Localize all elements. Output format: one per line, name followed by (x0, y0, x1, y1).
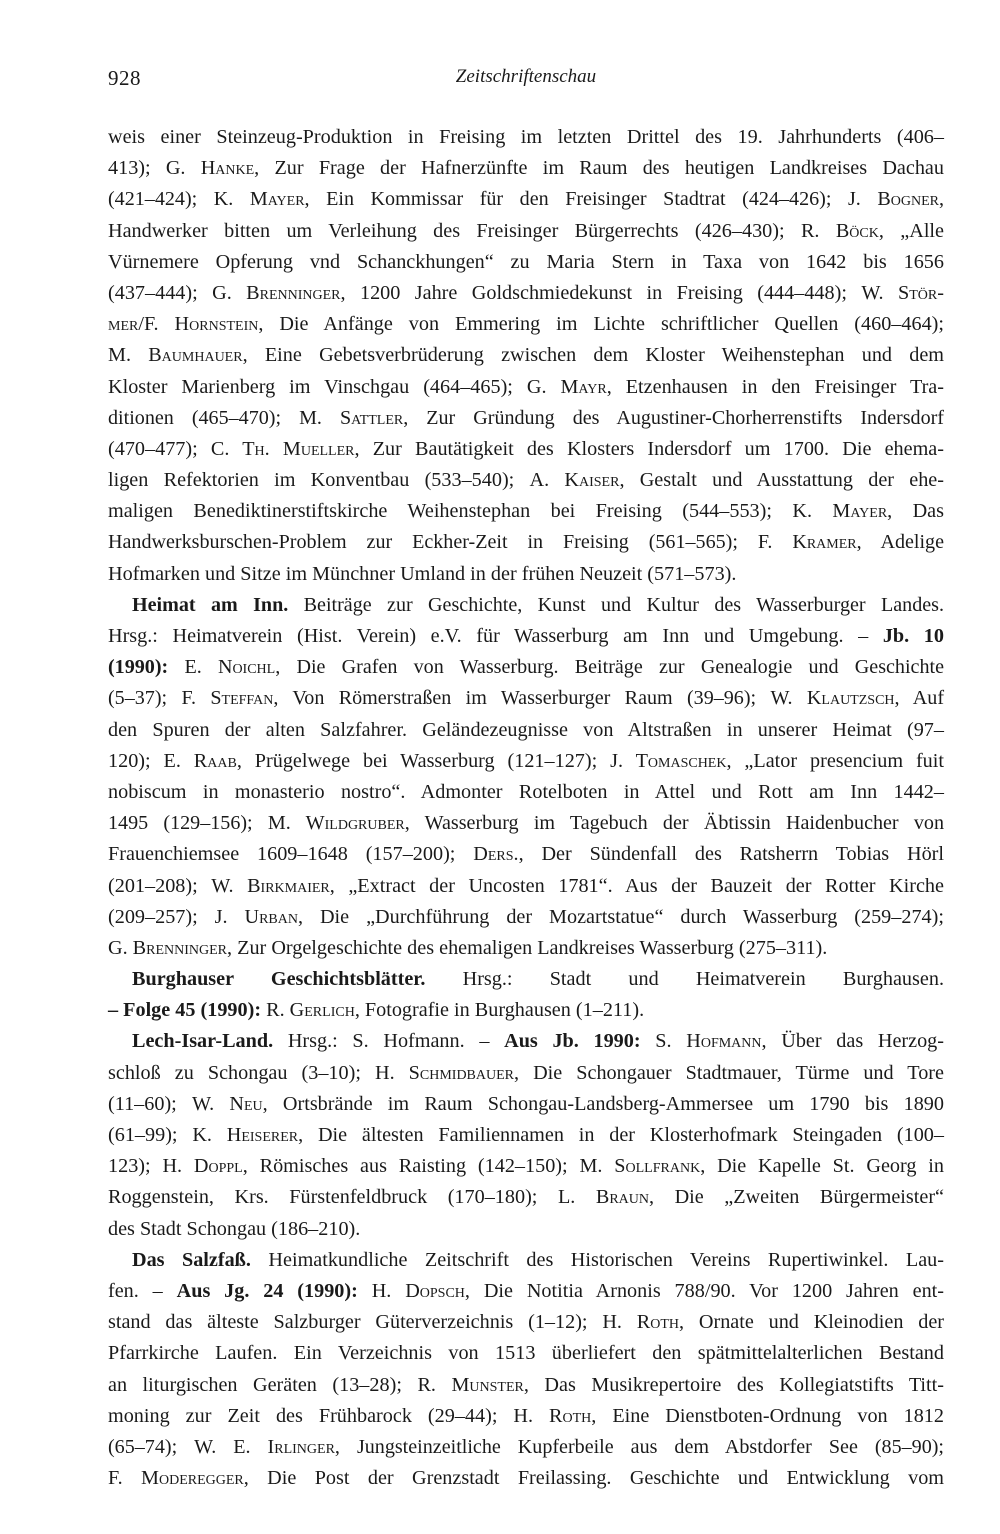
text-run: Heimatkundliche Zeitschrift des Historischen Vereins Rupertiwinkel. Lau- (250, 1248, 944, 1271)
journal-title: (1990): (108, 656, 169, 679)
journal-title: Das Salzfaß. (132, 1248, 251, 1271)
text-run: , „Lator presencium fuit (726, 749, 944, 772)
text-run: Vürnemere Opferung vnd Schanckhungen“ zu Maria Stern in Taxa von 1642 bis 1656 (108, 250, 944, 273)
text-run: (209–257); (108, 905, 215, 928)
author-name: J. Urban (214, 905, 298, 928)
text-run: , Die Anfänge von Emmering im Lichte schriftlicher Quellen (460–464); (258, 313, 944, 336)
text-line (108, 1463, 944, 1494)
text-run: , Die Post der Grenzstadt Freilassing. Geschichte und Entwicklung vom (243, 1467, 944, 1490)
text-run: , Eine Dienstboten-Ordnung von 1812 (591, 1404, 944, 1427)
author-name: M. Sattler (299, 406, 404, 429)
journal-title: Lech-Isar-Land. (132, 1030, 274, 1053)
text-run: moning zur Zeit des Frühbarock (29–44); (108, 1404, 514, 1427)
text-line (108, 871, 944, 902)
text-run: , Römisches aus Raisting (142–150); (242, 1155, 580, 1178)
text-run: (201–208); (108, 874, 212, 897)
text-line (108, 1370, 944, 1401)
text-line (108, 839, 944, 870)
text-run: Pfarrkirche Laufen. Ein Verzeichnis von 1513 überliefert den spätmittelalterlichen Bestand (108, 1342, 944, 1365)
journal-title: – Folge 45 (1990): (108, 999, 262, 1022)
author-name: A. Kaiser (529, 469, 620, 492)
author-name: F. Kramer (757, 531, 857, 554)
text-run: , Ornate und Kleinodien der (679, 1311, 944, 1334)
text-run: , Ein Kommissar für den Freisinger Stadtrat (424–426); (304, 188, 848, 211)
author-name: W. Klautzsch (770, 687, 895, 710)
author-name: W. E. Irlinger (194, 1435, 335, 1458)
text-line (108, 309, 944, 340)
author-name: H. Doppl (162, 1155, 243, 1178)
text-run: , Das (887, 500, 944, 523)
text-run: fen. – (108, 1279, 177, 1302)
text-line (108, 808, 944, 839)
page-number: 928 (108, 66, 141, 90)
text-run: (470–477); (108, 437, 211, 460)
text-run: , Die Grafen von Wasserburg. Beiträge zur Genealogie und Geschichte (275, 656, 944, 679)
text-line (108, 247, 944, 278)
text-run: , Der Sündenfall des Ratsherrn Tobias Hörl (518, 843, 944, 866)
text-line (108, 340, 944, 371)
text-line (108, 995, 944, 1026)
page-header (108, 66, 944, 96)
text-run: , „Alle (878, 219, 944, 242)
body-text (108, 122, 944, 1494)
text-run: an liturgischen Geräten (13–28); (108, 1373, 418, 1396)
text-line (108, 1338, 944, 1369)
text-run: des Stadt Schongau (186–210). (108, 1217, 361, 1240)
text-run: Handwerksburschen-Problem zur Eckher-Zeit in Freising (561–565); (108, 531, 758, 554)
text-run: , Die ältesten Familiennamen in der Klosterhofmark Steingaden (100– (298, 1124, 944, 1146)
author-name: F. Steffan (181, 687, 274, 710)
running-title: Zeitschriftenschau (455, 66, 597, 87)
text-line (108, 1026, 944, 1057)
text-run: , Die Kapelle St. Georg in (700, 1155, 944, 1178)
journal-title: Aus Jb. 1990: (504, 1030, 641, 1053)
text-line (108, 1151, 944, 1182)
author-name: E. Noichl (184, 656, 276, 679)
text-run: , Wasserburg im Tagebuch der Äbtissin Haidenbucher von (404, 812, 944, 835)
text-line (108, 777, 944, 808)
text-line (108, 902, 944, 933)
text-line (108, 1401, 944, 1432)
text-line (108, 184, 944, 215)
author-name: J. Tomaschek (610, 749, 727, 772)
text-run: , Jungsteinzeitliche Kupferbeile aus dem Abstdorfer See (85–90); (334, 1435, 944, 1458)
text-run: maligen Benediktinerstiftskirche Weihenstephan bei Freising (544–553); (108, 500, 793, 523)
text-run: , Adelige (856, 531, 944, 554)
author-name: H. Dopsch (371, 1279, 465, 1302)
text-run: Hrsg.: Stadt und Heimatverein Burghausen. (425, 968, 944, 991)
text-run: , Von Römerstraßen im Wasserburger Raum (39–96); (273, 687, 771, 710)
text-run: 413); (108, 157, 166, 180)
text-line (108, 1245, 944, 1276)
author-name: C. Th. Mueller (210, 437, 355, 460)
journal-title: Heimat am Inn. (132, 593, 289, 616)
author-name: L. Braun (557, 1186, 650, 1209)
text-run: nobiscum in monasterio nostro“. Admonter Rotelboten in Attel und Rott am Inn 1442– (108, 780, 944, 803)
text-run: , Zur Orgelgeschichte des ehemaligen Landkreises Wasserburg (275–311). (227, 936, 828, 959)
text-run: , Prügelwege bei Wasserburg (121–127); (236, 749, 611, 772)
author-name: S. Hofmann (655, 1030, 762, 1053)
text-line (108, 1276, 944, 1307)
text-line (108, 964, 944, 995)
text-run: Roggenstein, Krs. Fürstenfeldbruck (170–180); (108, 1186, 558, 1209)
text-run: , Die „Zweiten Bürgermeister“ (649, 1186, 944, 1209)
author-name: K. Mayer (213, 188, 305, 211)
author-name: W. Stör- (861, 281, 944, 304)
text-line (108, 652, 944, 683)
text-line (108, 746, 944, 777)
journal-title: Jb. 10 (882, 625, 944, 647)
text-line (108, 1307, 944, 1338)
text-run: Hrsg.: S. Hofmann. – (273, 1030, 505, 1053)
text-run: Beiträge zur Geschichte, Kunst und Kultur des Wasserburger Landes. (288, 593, 944, 616)
author-name: R. Böck (800, 219, 879, 242)
text-run: ligen Refektorien im Konventbau (533–540); (108, 469, 530, 492)
text-run: weis einer Steinzeug-Produktion in Freising im letzten Drittel des 19. Jahrhunderts (406– (108, 126, 944, 148)
text-line (108, 434, 944, 465)
text-run: den Spuren der alten Salzfahrer. Geländezeugnisse von Altstraßen in unserer Heimat (97– (108, 718, 944, 741)
author-name: H. Schmidbauer (374, 1061, 514, 1084)
text-run: 120); (108, 749, 164, 772)
journal-title: Aus Jg. 24 (1990): (176, 1279, 358, 1302)
text-run: Handwerker bitten um Verleihung des Freisinger Bürgerrechts (426–430); (108, 219, 801, 242)
text-line (108, 1214, 944, 1245)
text-run: , Etzenhausen in den Freisinger Tra- (606, 375, 944, 398)
author-name: H. Roth (602, 1311, 680, 1334)
journal-title: Burghauser Geschichtsblätter. (132, 968, 426, 991)
text-run: , Fotografie in Burghausen (1–211). (354, 999, 645, 1022)
text-run: , 1200 Jahre Goldschmiedekunst in Freising (444–448); (340, 281, 862, 304)
text-run: (437–444); (108, 281, 213, 304)
text-run: (65–74); (108, 1435, 195, 1458)
text-run: , Zur Frage der Hafnerzünfte im Raum des heutigen Landkreises Dachau (254, 157, 944, 180)
text-line (108, 1432, 944, 1463)
text-run: 1495 (129–156); (108, 812, 268, 835)
text-run (641, 1030, 656, 1052)
text-run: (421–424); (108, 188, 214, 211)
text-line (108, 372, 944, 403)
text-line (108, 216, 944, 247)
text-run: , Zur Gründung des Augustiner-Chorherrenstifts Indersdorf (403, 406, 944, 429)
author-name: K. Heiserer (192, 1124, 299, 1146)
text-line (108, 465, 944, 496)
text-line (108, 1120, 944, 1151)
text-run: stand das älteste Salzburger Güterverzeichnis (1–12); (108, 1311, 603, 1334)
text-line (108, 1089, 944, 1120)
author-name: K. Mayer (792, 500, 888, 523)
text-run: , (938, 188, 945, 211)
author-name: F. Moderegger (108, 1467, 244, 1490)
text-run: , Eine Gebetsverbrüderung zwischen dem Kloster Weihenstephan und dem (242, 344, 944, 367)
text-run: , Die „Durchführung der Mozartstatue“ durch Wasserburg (259–274); (297, 905, 944, 928)
text-run: , „Extract der Uncosten 1781“. Aus der Bauzeit der Rotter Kirche (329, 874, 944, 897)
text-line (108, 621, 944, 652)
text-line (108, 1182, 944, 1213)
author-name: H. Roth (513, 1404, 592, 1427)
author-name: G. Brenninger (212, 281, 341, 304)
text-run: , Zur Bautätigkeit des Klosters Indersdorf um 1700. Die ehema- (354, 437, 944, 460)
author-name: G. Brenninger (108, 936, 228, 959)
text-line (108, 559, 944, 590)
author-name: J. Bogner (847, 188, 939, 211)
text-line (108, 403, 944, 434)
text-run: Frauenchiemsee 1609–1648 (157–200); (108, 843, 474, 866)
author-name: R. Munster (417, 1373, 524, 1396)
text-line (108, 496, 944, 527)
text-run: , Die Schongauer Stadtmauer, Türme und Tore (514, 1061, 944, 1084)
author-name: W. Neu (191, 1092, 263, 1115)
author-name: R. Gerlich (266, 999, 355, 1022)
text-run: , Die Notitia Arnonis 788/90. Vor 1200 Jahren ent- (464, 1279, 944, 1302)
text-run (168, 656, 184, 678)
text-line (108, 590, 944, 621)
text-run: ditionen (465–470); (108, 406, 300, 429)
text-run: , Gestalt und Ausstattung der ehe- (619, 469, 944, 492)
author-name: M. Baumhauer (108, 344, 243, 367)
text-line (108, 153, 944, 184)
text-run: Hrsg.: Heimatverein (Hist. Verein) e.V. für Wasserburg am Inn und Umgebung. – (108, 625, 883, 647)
author-name: M. Wildgruber (267, 812, 405, 835)
text-line (108, 527, 944, 558)
text-run: (5–37); (108, 687, 182, 710)
text-line (108, 122, 944, 153)
author-name: M. Sollfrank (579, 1155, 701, 1178)
text-line (108, 715, 944, 746)
text-line (108, 278, 944, 309)
text-run: , Über das Herzog- (761, 1030, 944, 1053)
text-run: (11–60); (108, 1092, 192, 1115)
text-run: Kloster Marienberg im Vinschgau (464–465); (108, 375, 527, 398)
text-run: (61–99); (108, 1124, 193, 1146)
text-run (358, 1280, 372, 1302)
author-name: Ders. (473, 843, 519, 866)
author-name: mer/F. Hornstein (108, 313, 259, 336)
author-name: E. Raab (163, 749, 237, 772)
text-run: Hofmarken und Sitze im Münchner Umland in der frühen Neuzeit (571–573). (108, 562, 737, 585)
text-run: , Das Musikrepertoire des Kollegiatstifts Titt- (523, 1373, 944, 1396)
text-run: , Ortsbrände im Raum Schongau-Landsberg-Ammersee um 1790 bis 1890 (262, 1092, 944, 1115)
text-line (108, 933, 944, 964)
text-line (108, 1058, 944, 1089)
author-name: G. Mayr (526, 375, 607, 398)
author-name: G. Hanke (165, 157, 255, 180)
text-run: , Auf (894, 687, 944, 710)
text-run: 123); (108, 1155, 163, 1178)
text-line (108, 683, 944, 714)
author-name: W. Birkmaier (211, 874, 330, 897)
text-run: schloß zu Schongau (3–10); (108, 1061, 375, 1084)
